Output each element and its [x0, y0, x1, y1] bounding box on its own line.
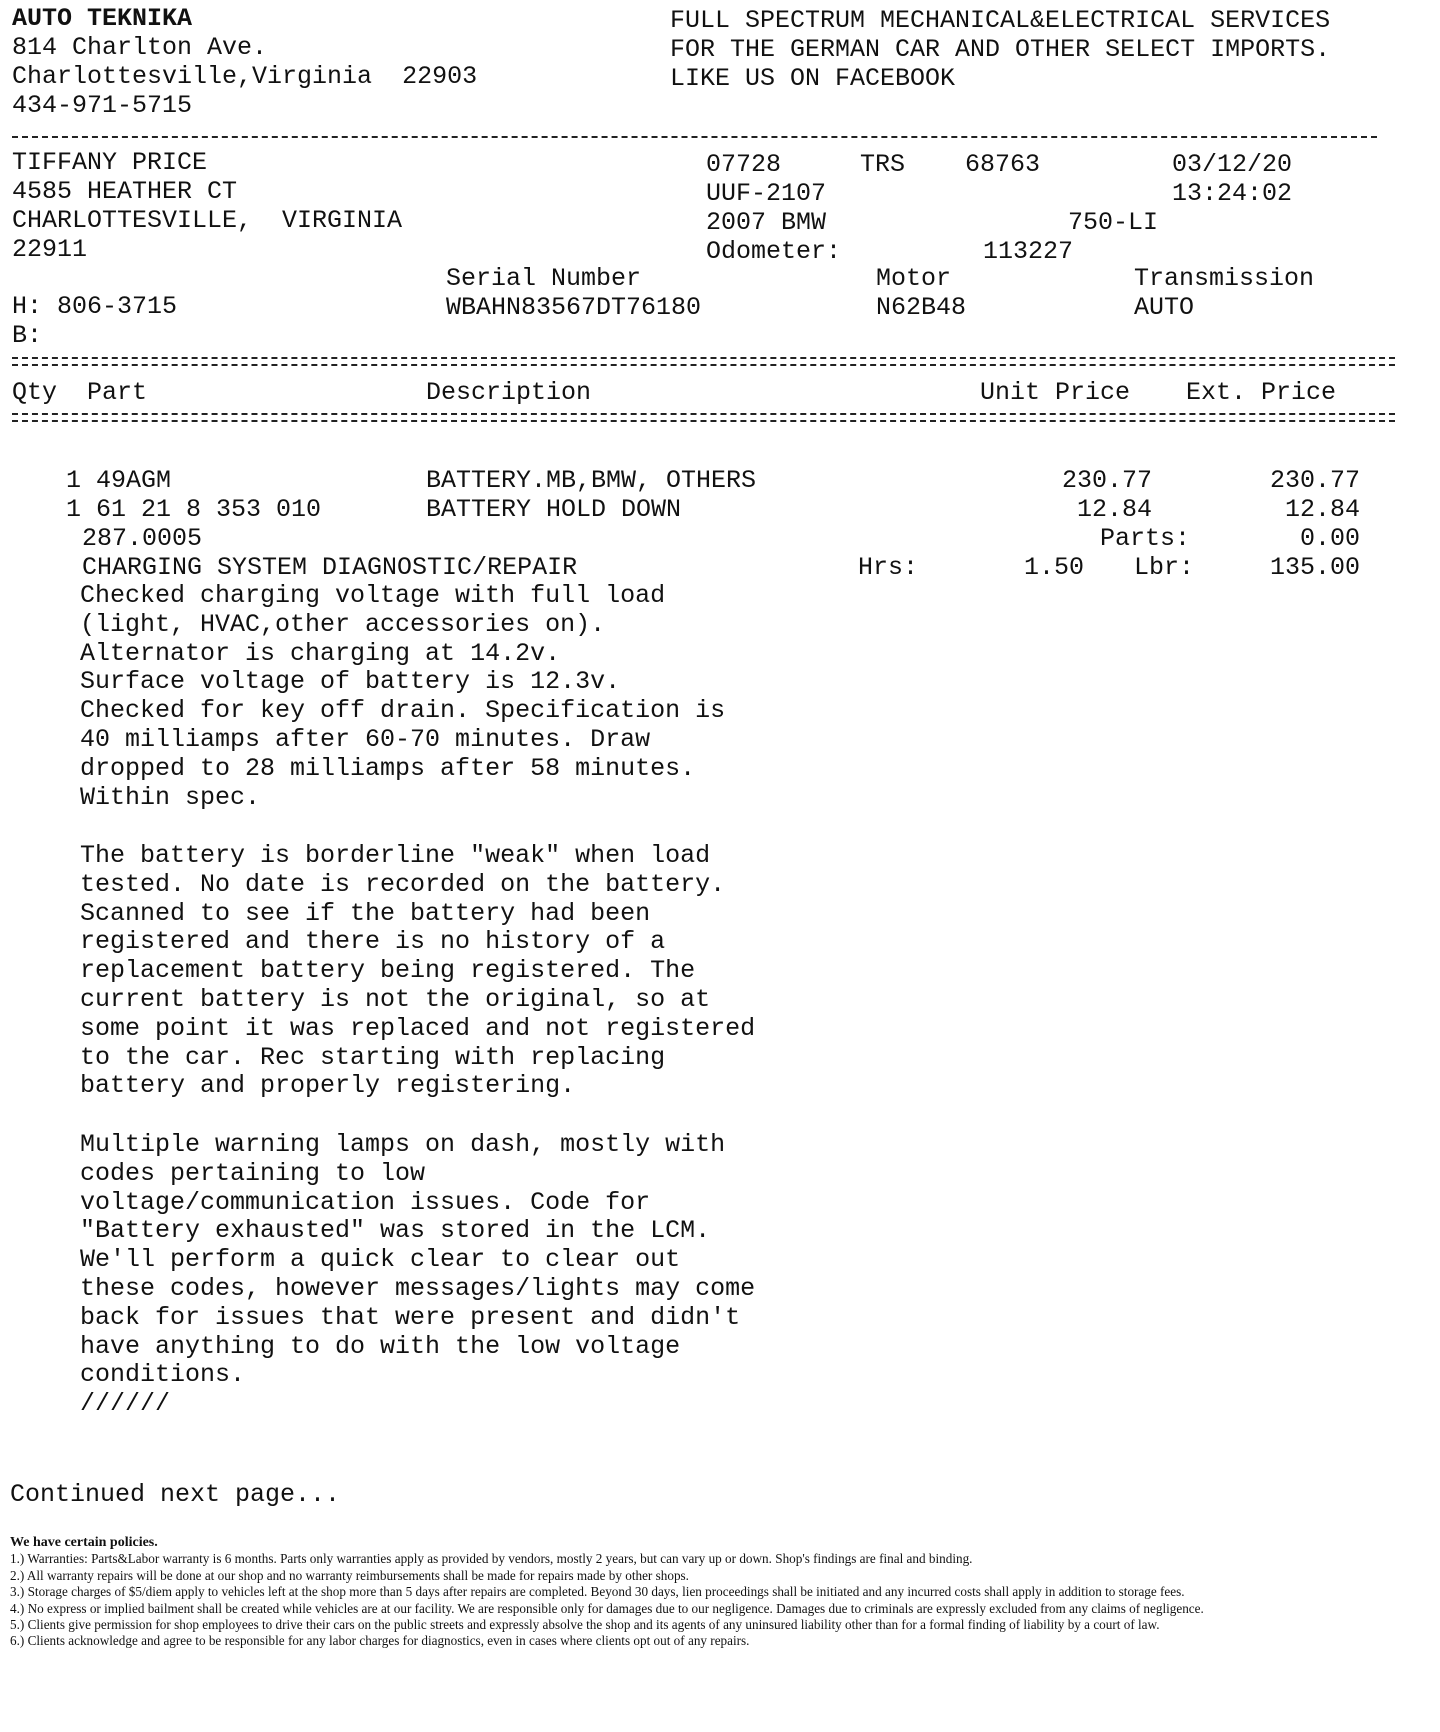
invoice-date: 03/12/20	[1172, 150, 1293, 179]
invoice-number: 68763	[965, 150, 1041, 179]
header-description: Description	[426, 378, 592, 407]
table-header-top-rule	[12, 357, 1395, 366]
shop-city: Charlottesville,Virginia 22903	[12, 62, 478, 91]
row-ext-price: 230.77	[1269, 466, 1360, 495]
note-paragraph-battery: The battery is borderline "weak" when load tested. No date is recorded on the battery. Scanned to see if the battery had been registered and there is no history of a replacement battery being registered. The current battery is not the original, so at some point it was replaced and not registered to the car. Rec starting with replacing battery and properly registering.	[80, 841, 756, 1101]
policy-item: 2.) All warranty repairs will be done at our shop and no warranty reimbursements shall be made for repairs made by other shops.	[10, 1567, 689, 1583]
customer-home-phone: H: 806-3715	[12, 292, 178, 321]
vehicle-model: 750-LI	[1068, 208, 1159, 237]
hours-value: 1.50	[1023, 553, 1084, 582]
vehicle-year-make: 2007 BMW	[706, 208, 827, 237]
serial-number: WBAHN83567DT76180	[446, 293, 702, 322]
row-qty-part: 1 49AGM	[66, 466, 172, 495]
policy-item: 1.) Warranties: Parts&Labor warranty is 6 months. Parts only warranties apply as provided by vendors, mostly 2 years, but can vary up or down. Shop's findings are final and binding.	[10, 1551, 973, 1567]
row-qty-part: 1 61 21 8 353 010	[66, 495, 322, 524]
odometer-value: 113227	[983, 237, 1074, 266]
row-unit-price: 12.84	[1076, 495, 1152, 524]
shop-address: 814 Charlton Ave.	[12, 33, 268, 62]
customer-name: TIFFANY PRICE	[12, 148, 208, 177]
serial-label: Serial Number	[446, 264, 642, 293]
header-qty-part: Qty Part	[12, 378, 148, 407]
shop-tagline-1: FULL SPECTRUM MECHANICAL&ELECTRICAL SERVICES	[670, 6, 1331, 35]
customer-city-state: CHARLOTTESVILLE, VIRGINIA	[12, 206, 403, 235]
customer-business-phone: B:	[12, 321, 43, 350]
header-divider	[12, 136, 1377, 138]
shop-name: AUTO TEKNIKA	[12, 4, 193, 33]
shop-tagline-3: LIKE US ON FACEBOOK	[670, 64, 956, 93]
customer-zip: 22911	[12, 235, 88, 264]
shop-phone: 434-971-5715	[12, 91, 193, 120]
hours-label: Hrs:	[858, 553, 919, 582]
continued-note: Continued next page...	[10, 1480, 341, 1509]
labor-value: 135.00	[1269, 553, 1360, 582]
labor-label: Lbr:	[1134, 553, 1195, 582]
customer-street: 4585 HEATHER CT	[12, 177, 238, 206]
row-description: BATTERY HOLD DOWN	[426, 495, 682, 524]
table-header-bottom-rule	[12, 413, 1395, 422]
row-description: BATTERY.MB,BMW, OTHERS	[426, 466, 757, 495]
parts-label: Parts:	[1100, 524, 1191, 553]
policies-section	[10, 1535, 1420, 1650]
policies-title: We have certain policies.	[10, 1535, 158, 1550]
shop-tagline-2: FOR THE GERMAN CAR AND OTHER SELECT IMPORTS.	[670, 35, 1331, 64]
motor-label: Motor	[876, 264, 952, 293]
transmission-value: AUTO	[1134, 293, 1195, 322]
policy-item: 5.) Clients give permission for shop employees to drive their cars on the public streets and expressly absolve the shop and its agents of any uninsured liability other than for a formal finding of liability by a court of law.	[10, 1617, 1160, 1633]
labor-code: 287.0005	[82, 524, 203, 553]
invoice-time: 13:24:02	[1172, 179, 1293, 208]
transmission-label: Transmission	[1134, 264, 1315, 293]
policy-item: 3.) Storage charges of $5/diem apply to vehicles left at the shop more than 5 days after repairs are completed. Beyond 30 days, lien proceedings shall be initiated and any incurred costs shall apply in addition to storage fees.	[10, 1584, 1185, 1600]
policy-item: 6.) Clients acknowledge and agree to be responsible for any labor charges for diagnostics, even in cases where clients opt out of any repairs.	[10, 1633, 750, 1649]
writer-code: TRS	[860, 150, 906, 179]
row-unit-price: 230.77	[1061, 466, 1152, 495]
motor-value: N62B48	[876, 293, 967, 322]
note-paragraph-charging: Checked charging voltage with full load (light, HVAC,other accessories on). Alternator is charging at 14.2v. Surface voltage of battery is 12.3v. Checked for key off drain. Specification is 40 milliamps after 60-70 minutes. Draw dropped to 28 milliamps after 58 minutes. Within spec.	[80, 581, 726, 812]
row-ext-price: 12.84	[1284, 495, 1360, 524]
parts-value: 0.00	[1299, 524, 1360, 553]
header-unit-price: Unit Price	[980, 378, 1131, 407]
odometer-label: Odometer:	[706, 237, 842, 266]
labor-description: CHARGING SYSTEM DIAGNOSTIC/REPAIR	[82, 553, 578, 582]
header-ext-price: Ext. Price	[1186, 378, 1337, 407]
license-plate: UUF-2107	[706, 179, 827, 208]
policy-item: 4.) No express or implied bailment shall be created while vehicles are at our facility. We are responsible only for damages due to our negligence. Damages due to criminals are expressly excluded from any claims of negligence.	[10, 1600, 1204, 1616]
note-paragraph-warning-lamps: Multiple warning lamps on dash, mostly with codes pertaining to low voltage/communication issues. Code for "Battery exhausted" was stored in the LCM. We'll perform a quick clear to clear out these codes, however messages/lights may come back for issues that were present and didn't have anything to do with the low voltage conditions. //////	[80, 1130, 756, 1419]
customer-number: 07728	[706, 150, 782, 179]
